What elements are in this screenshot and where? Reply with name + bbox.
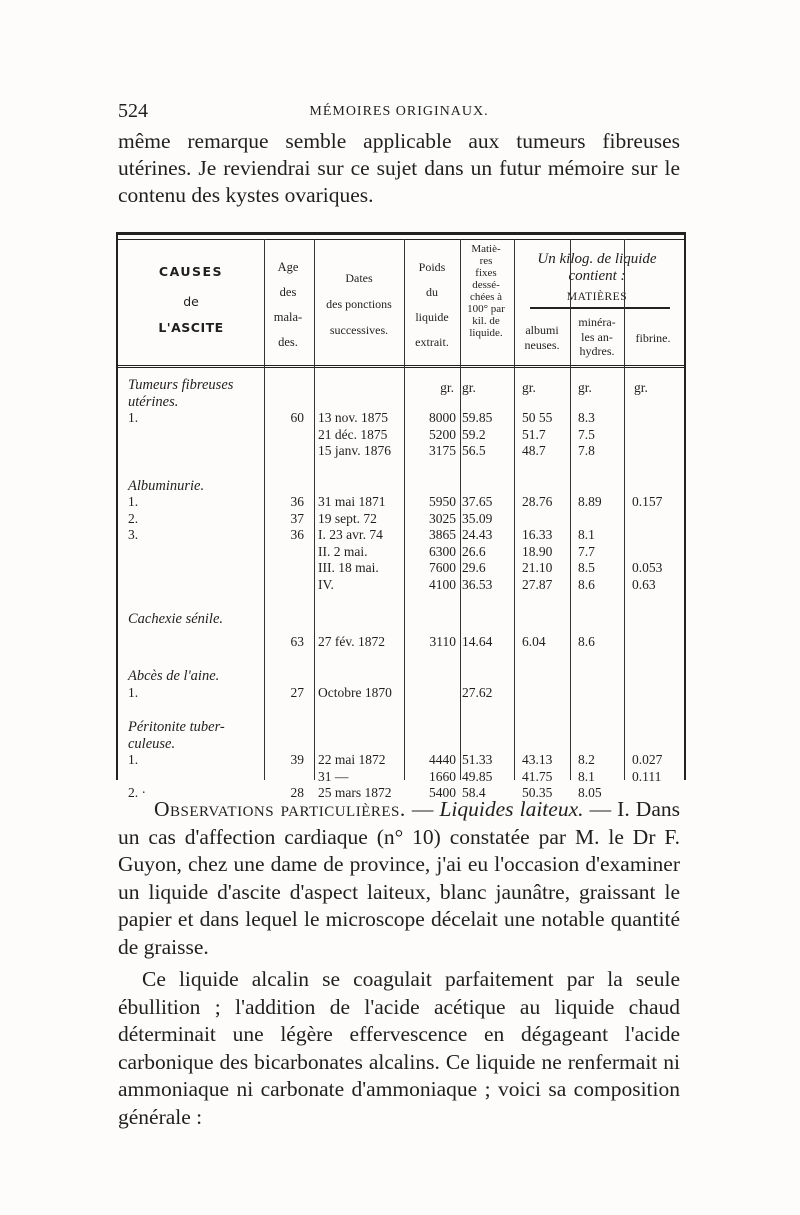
cell-date: II. 2 mai. [318, 543, 368, 559]
cell-num: 3. [128, 527, 139, 542]
cell-mat: 14.64 [462, 633, 493, 649]
header-dates [314, 265, 404, 343]
cell-age: 28 [290, 785, 304, 800]
cell-albu: 41.75 [522, 768, 553, 784]
cell-mat: 26.6 [462, 543, 486, 559]
header-dates-2: des ponctions [326, 297, 392, 311]
group-title: Tumeurs fibreuses [128, 377, 234, 393]
column-rule [570, 239, 571, 780]
cell-date: 27 fév. 1872 [318, 633, 385, 649]
unit-albumi: gr. [522, 380, 536, 395]
cell-date: 19 sept. 72 [318, 510, 377, 526]
cell-albu: 6.04 [522, 633, 546, 649]
header-poids [404, 255, 460, 355]
cell-mine: 8.6 [578, 633, 595, 649]
table-top-rule [118, 239, 684, 240]
column-rule [514, 239, 515, 780]
cell-date: 13 nov. 1875 [318, 410, 388, 425]
cell-date: III. 18 mai. [318, 560, 379, 575]
column-rule [460, 239, 461, 780]
cell-date: I. 23 avr. 74 [318, 527, 383, 542]
cell-albu: 50 55 [522, 410, 553, 425]
cell-mine: 8.6 [578, 576, 595, 592]
column-rule [624, 239, 625, 780]
cell-fib: 0.63 [632, 576, 656, 592]
header-causes [118, 265, 264, 280]
cell-albu: 27.87 [522, 576, 553, 592]
cell-date: 31 mai 1871 [318, 494, 386, 509]
cell-albu: 48.7 [522, 443, 546, 458]
cell-age: 36 [290, 527, 304, 542]
unit-fibrine: gr. [634, 380, 648, 395]
cell-albu: 43.13 [522, 752, 553, 767]
cell-mat: 49.85 [462, 768, 493, 784]
cell-num: 1. [128, 684, 139, 700]
cell-poids: 4100 [429, 576, 456, 592]
header-group-sub: MATIÈRES [566, 291, 628, 303]
cell-albu: 50.35 [522, 785, 553, 800]
cell-age: 63 [290, 633, 304, 649]
cell-mat: 37.65 [462, 494, 493, 509]
cell-age: 60 [290, 410, 304, 425]
cell-age: 36 [290, 494, 304, 509]
unit-matieres: gr. [462, 380, 476, 395]
cell-mine: 8.5 [578, 560, 595, 575]
header-mf-2: res [479, 255, 493, 267]
cell-date: 31 — [318, 768, 349, 784]
header-matieres-fixes [460, 243, 512, 339]
header-poids-1: Poids [418, 260, 446, 274]
header-albumi-1: albumi [525, 323, 559, 337]
header-age-4: des. [278, 335, 298, 349]
cell-mat: 58.4 [462, 785, 486, 800]
cell-fib: 0.053 [632, 560, 663, 575]
cell-mine: 8.2 [578, 752, 595, 767]
header-albumi-2: neuses. [524, 337, 560, 352]
cell-age: 37 [290, 510, 304, 526]
cell-mat: 56.5 [462, 443, 486, 458]
cell-mine: 8.1 [578, 768, 595, 784]
cell-albu: 51.7 [522, 426, 546, 442]
cell-mine: 8.89 [578, 494, 602, 509]
running-head: MÉMOIRES ORIGINAUX. [309, 104, 489, 119]
column-rule [404, 239, 405, 780]
observations-text: — I. Dans un cas d'affection cardiaque (n° 10) constatée par M. le Dr F. Guyon, chez une dame de province, j'ai eu l'occasion d'examiner un liquide d'ascite d'aspect laiteux, blanc jaunâtre, graissant le papier et dans lequel le microscope décelait une notable quantité de graisse. [118, 797, 680, 959]
header-mf-8: liquide. [469, 327, 503, 339]
cell-mine: 7.7 [578, 543, 595, 559]
cell-mat: 59.2 [462, 426, 486, 442]
page-number: 524 [118, 100, 148, 122]
cell-poids: 3175 [429, 443, 456, 458]
cell-fib: 0.027 [632, 752, 663, 767]
header-brace-rule [530, 307, 670, 309]
cell-num: 1. [128, 494, 139, 509]
observations-dash: — [405, 797, 440, 821]
observations-paragraph [118, 796, 680, 961]
header-mf-1: Matiè- [471, 243, 501, 255]
unit-minera: gr. [578, 380, 592, 395]
header-age-3: mala- [273, 310, 303, 324]
cell-mat: 59.85 [462, 410, 493, 425]
cell-mat: 27.62 [462, 684, 493, 700]
header-age-1: Age [277, 260, 299, 274]
cell-date: 25 mars 1872 [318, 785, 392, 800]
header-group-title-2: contient : [568, 268, 626, 284]
header-causes-de: de [183, 294, 199, 309]
header-poids-3: liquide [415, 310, 449, 324]
group-title: Abcès de l'aine. [128, 668, 220, 684]
header-mf-5: chées à [469, 291, 503, 303]
cell-albu: 28.76 [522, 494, 553, 509]
page-header [118, 100, 680, 130]
intro-paragraph: même remarque semble applicable aux tumeurs fibreuses utérines. Je reviendrai sur ce sujet dans un futur mémoire sur le contenu des kystes ovariques. [118, 129, 680, 207]
cell-num: 1. [128, 752, 139, 767]
cell-poids: 3025 [429, 510, 456, 526]
cell-poids: 7600 [429, 560, 456, 575]
composition-paragraph: Ce liquide alcalin se coagulait parfaitement par la seule ébullition ; l'addition de l'acide acétique au liquide chaud déterminait une légère effervescence en dégageant l'acide carbonique des bicarbonates alcalins. Ce liquide ne renfermait ni ammoniaque ni carbonate d'ammoniaque ; voici sa composition générale : [118, 967, 680, 1129]
header-fibrine: fibrine. [635, 331, 671, 345]
cell-albu: 16.33 [522, 527, 553, 542]
column-rule [264, 239, 265, 780]
cell-age: 27 [290, 684, 304, 700]
cell-mat: 35.09 [462, 510, 493, 526]
cell-poids: 1660 [429, 768, 456, 784]
cell-poids: 5200 [429, 426, 456, 442]
observations-lead: Observations particulières. [154, 797, 406, 821]
cell-poids: 5950 [429, 494, 456, 509]
cell-mat: 51.33 [462, 752, 493, 767]
cell-num: 2. [128, 510, 139, 526]
header-mf-6: 100° par [467, 303, 505, 315]
header-mf-7: kil. de [472, 315, 500, 327]
cell-date: Octobre 1870 [318, 684, 392, 700]
header-poids-2: du [426, 285, 438, 299]
cell-poids: 3865 [429, 527, 456, 542]
cell-fib: 0.111 [632, 768, 662, 784]
cell-num: 2. · [128, 785, 146, 800]
header-minera-2: les an- [581, 329, 613, 344]
cell-albu: 21.10 [522, 560, 553, 575]
group-title: utérines. [128, 393, 179, 410]
group-title: Cachexie sénile. [128, 611, 224, 627]
cell-date: 21 déc. 1875 [318, 426, 388, 442]
header-minera-3: hydres. [579, 344, 615, 358]
cell-poids: 4440 [429, 752, 456, 767]
group-title: Péritonite tuber- [128, 719, 225, 735]
header-group-title-1: Un kilog. de liquide [537, 251, 657, 267]
header-minera-1: minéra- [578, 315, 616, 329]
header-causes-ascite: L'ASCITE [158, 320, 224, 335]
cell-poids: 6300 [429, 543, 456, 559]
cell-mat: 24.43 [462, 527, 493, 542]
table-header-rule [118, 365, 684, 368]
header-age-2: des [279, 285, 297, 299]
cell-mat: 29.6 [462, 560, 486, 575]
unit-poids: gr. [440, 380, 454, 395]
cell-poids: 3110 [429, 633, 456, 649]
cell-fib: 0.157 [632, 494, 663, 509]
header-dates-1: Dates [345, 271, 373, 285]
cell-mine: 8.05 [578, 785, 602, 800]
header-causes-line1: CAUSES [158, 264, 224, 279]
header-poids-4: extrait. [415, 335, 449, 349]
header-mf-4: dessé- [472, 279, 500, 291]
header-age [264, 255, 312, 355]
cell-mat: 36.53 [462, 576, 493, 592]
group-title: culeuse. [128, 735, 176, 752]
header-albumi [514, 323, 570, 352]
cell-mine: 8.3 [578, 410, 595, 425]
cell-mine: 7.5 [578, 426, 595, 442]
cell-poids: 5400 [429, 785, 456, 800]
group-title: Albuminurie. [128, 477, 205, 494]
header-mf-3: fixes [475, 267, 497, 279]
header-minera [570, 315, 624, 359]
observations-title: Liquides laiteux. [439, 797, 584, 821]
cell-albu: 18.90 [522, 543, 553, 559]
cell-poids: 8000 [429, 410, 456, 425]
ascites-table [116, 232, 686, 800]
cell-mine: 7.8 [578, 443, 595, 458]
cell-age: 39 [290, 752, 304, 767]
header-dates-3: successives. [329, 323, 389, 337]
cell-date: 22 mai 1872 [318, 752, 386, 767]
cell-date: 15 janv. 1876 [318, 443, 391, 458]
header-group-title [514, 251, 680, 285]
cell-date: IV. [318, 576, 334, 592]
cell-num: 1. [128, 410, 139, 425]
column-rule [314, 239, 315, 780]
cell-mine: 8.1 [578, 527, 595, 542]
